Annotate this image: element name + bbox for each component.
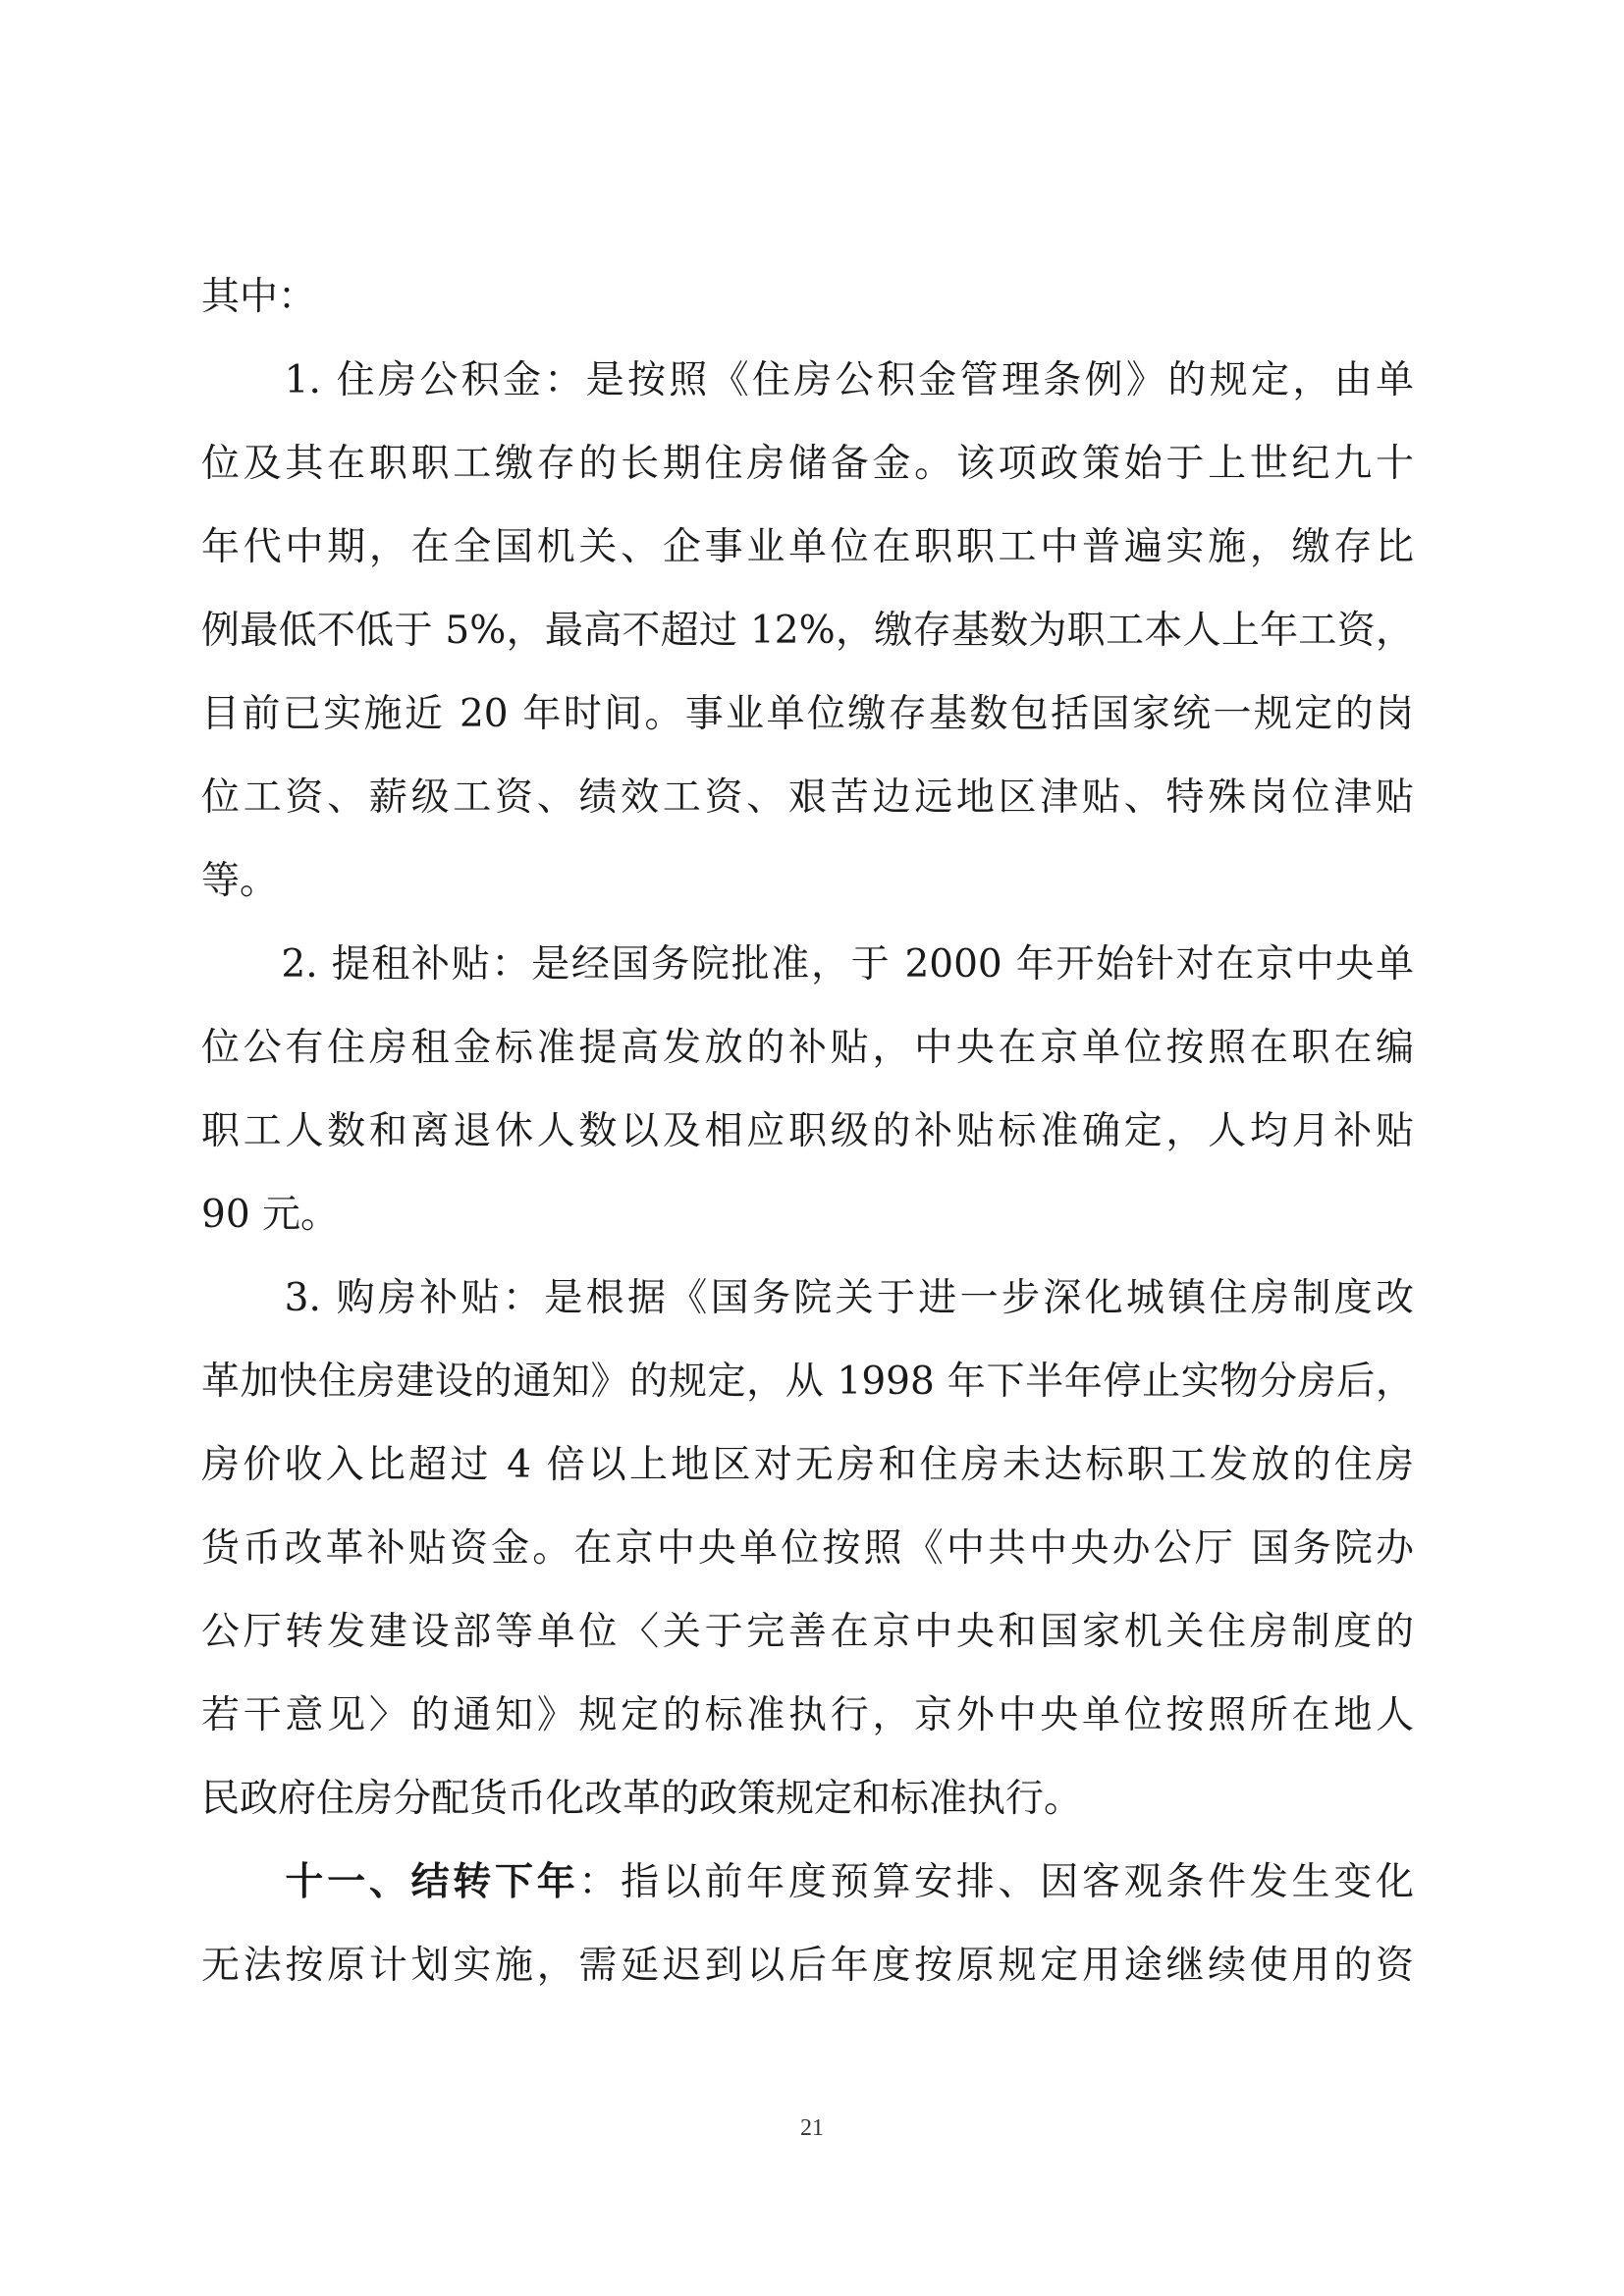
section-11-text-1: ：指以前年度预算安排、因客观条件发生变化 bbox=[578, 1860, 1414, 1904]
section-11 bbox=[201, 1841, 1414, 2007]
text-line: 房价收入比超过 4 倍以上地区对无房和住房未达标职工发放的住房 bbox=[201, 1443, 1414, 1487]
section-11-heading: 十一、结转下年 bbox=[201, 1859, 579, 1904]
text-line: 其中： bbox=[201, 275, 317, 319]
text-line: 民政府住房分配货币化改革的政策规定和标准执行。 bbox=[201, 1777, 1083, 1821]
text-line: 位公有住房租金标准提高发放的补贴，中央在京单位按照在职在编 bbox=[201, 1026, 1414, 1070]
text-line: 位及其在职职工缴存的长期住房储备金。该项政策始于上世纪九十 bbox=[201, 442, 1414, 486]
text-line: 1. 住房公积金：是按照《住房公积金管理条例》的规定，由单 bbox=[201, 358, 1414, 402]
text-line: 等。 bbox=[201, 859, 279, 903]
text-line: 例最低不低于 5%，最高不超过 12%，缴存基数为职工本人上年工资， bbox=[201, 609, 1414, 653]
page-number: 21 bbox=[800, 2115, 824, 2141]
text-line: 货币改革补贴资金。在京中央单位按照《中共中央办公厅 国务院办 bbox=[201, 1526, 1414, 1571]
text-line: 3. 购房补贴：是根据《国务院关于进一步深化城镇住房制度改 bbox=[201, 1276, 1414, 1320]
text-line: 2. 提租补贴：是经国务院批准，于 2000 年开始针对在京中央单 bbox=[201, 942, 1414, 987]
text-line: 若干意见〉的通知》规定的标准执行，京外中央单位按照所在地人 bbox=[201, 1693, 1414, 1737]
text-line: 年代中期，在全国机关、企事业单位在职职工中普遍实施，缴存比 bbox=[201, 525, 1414, 569]
text-line: 革加快住房建设的通知》的规定，从 1998 年下半年停止实物分房后， bbox=[201, 1360, 1414, 1404]
section-11-line-2: 无法按原计划实施，需延迟到以后年度按原规定用途继续使用的资 bbox=[201, 1944, 1414, 1988]
text-line: 90 元。 bbox=[201, 1193, 340, 1237]
text-line: 职工人数和离退休人数以及相应职级的补贴标准确定，人均月补贴 bbox=[201, 1109, 1414, 1153]
document-body bbox=[201, 255, 1414, 1841]
text-line: 位工资、薪级工资、绩效工资、艰苦边远地区津贴、特殊岗位津贴 bbox=[201, 775, 1414, 820]
text-line: 公厅转发建设部等单位〈关于完善在京中央和国家机关住房制度的 bbox=[201, 1610, 1414, 1654]
section-11-line-1 bbox=[201, 1841, 1414, 1924]
text-line: 目前已实施近 20 年时间。事业单位缴存基数包括国家统一规定的岗 bbox=[201, 692, 1414, 736]
